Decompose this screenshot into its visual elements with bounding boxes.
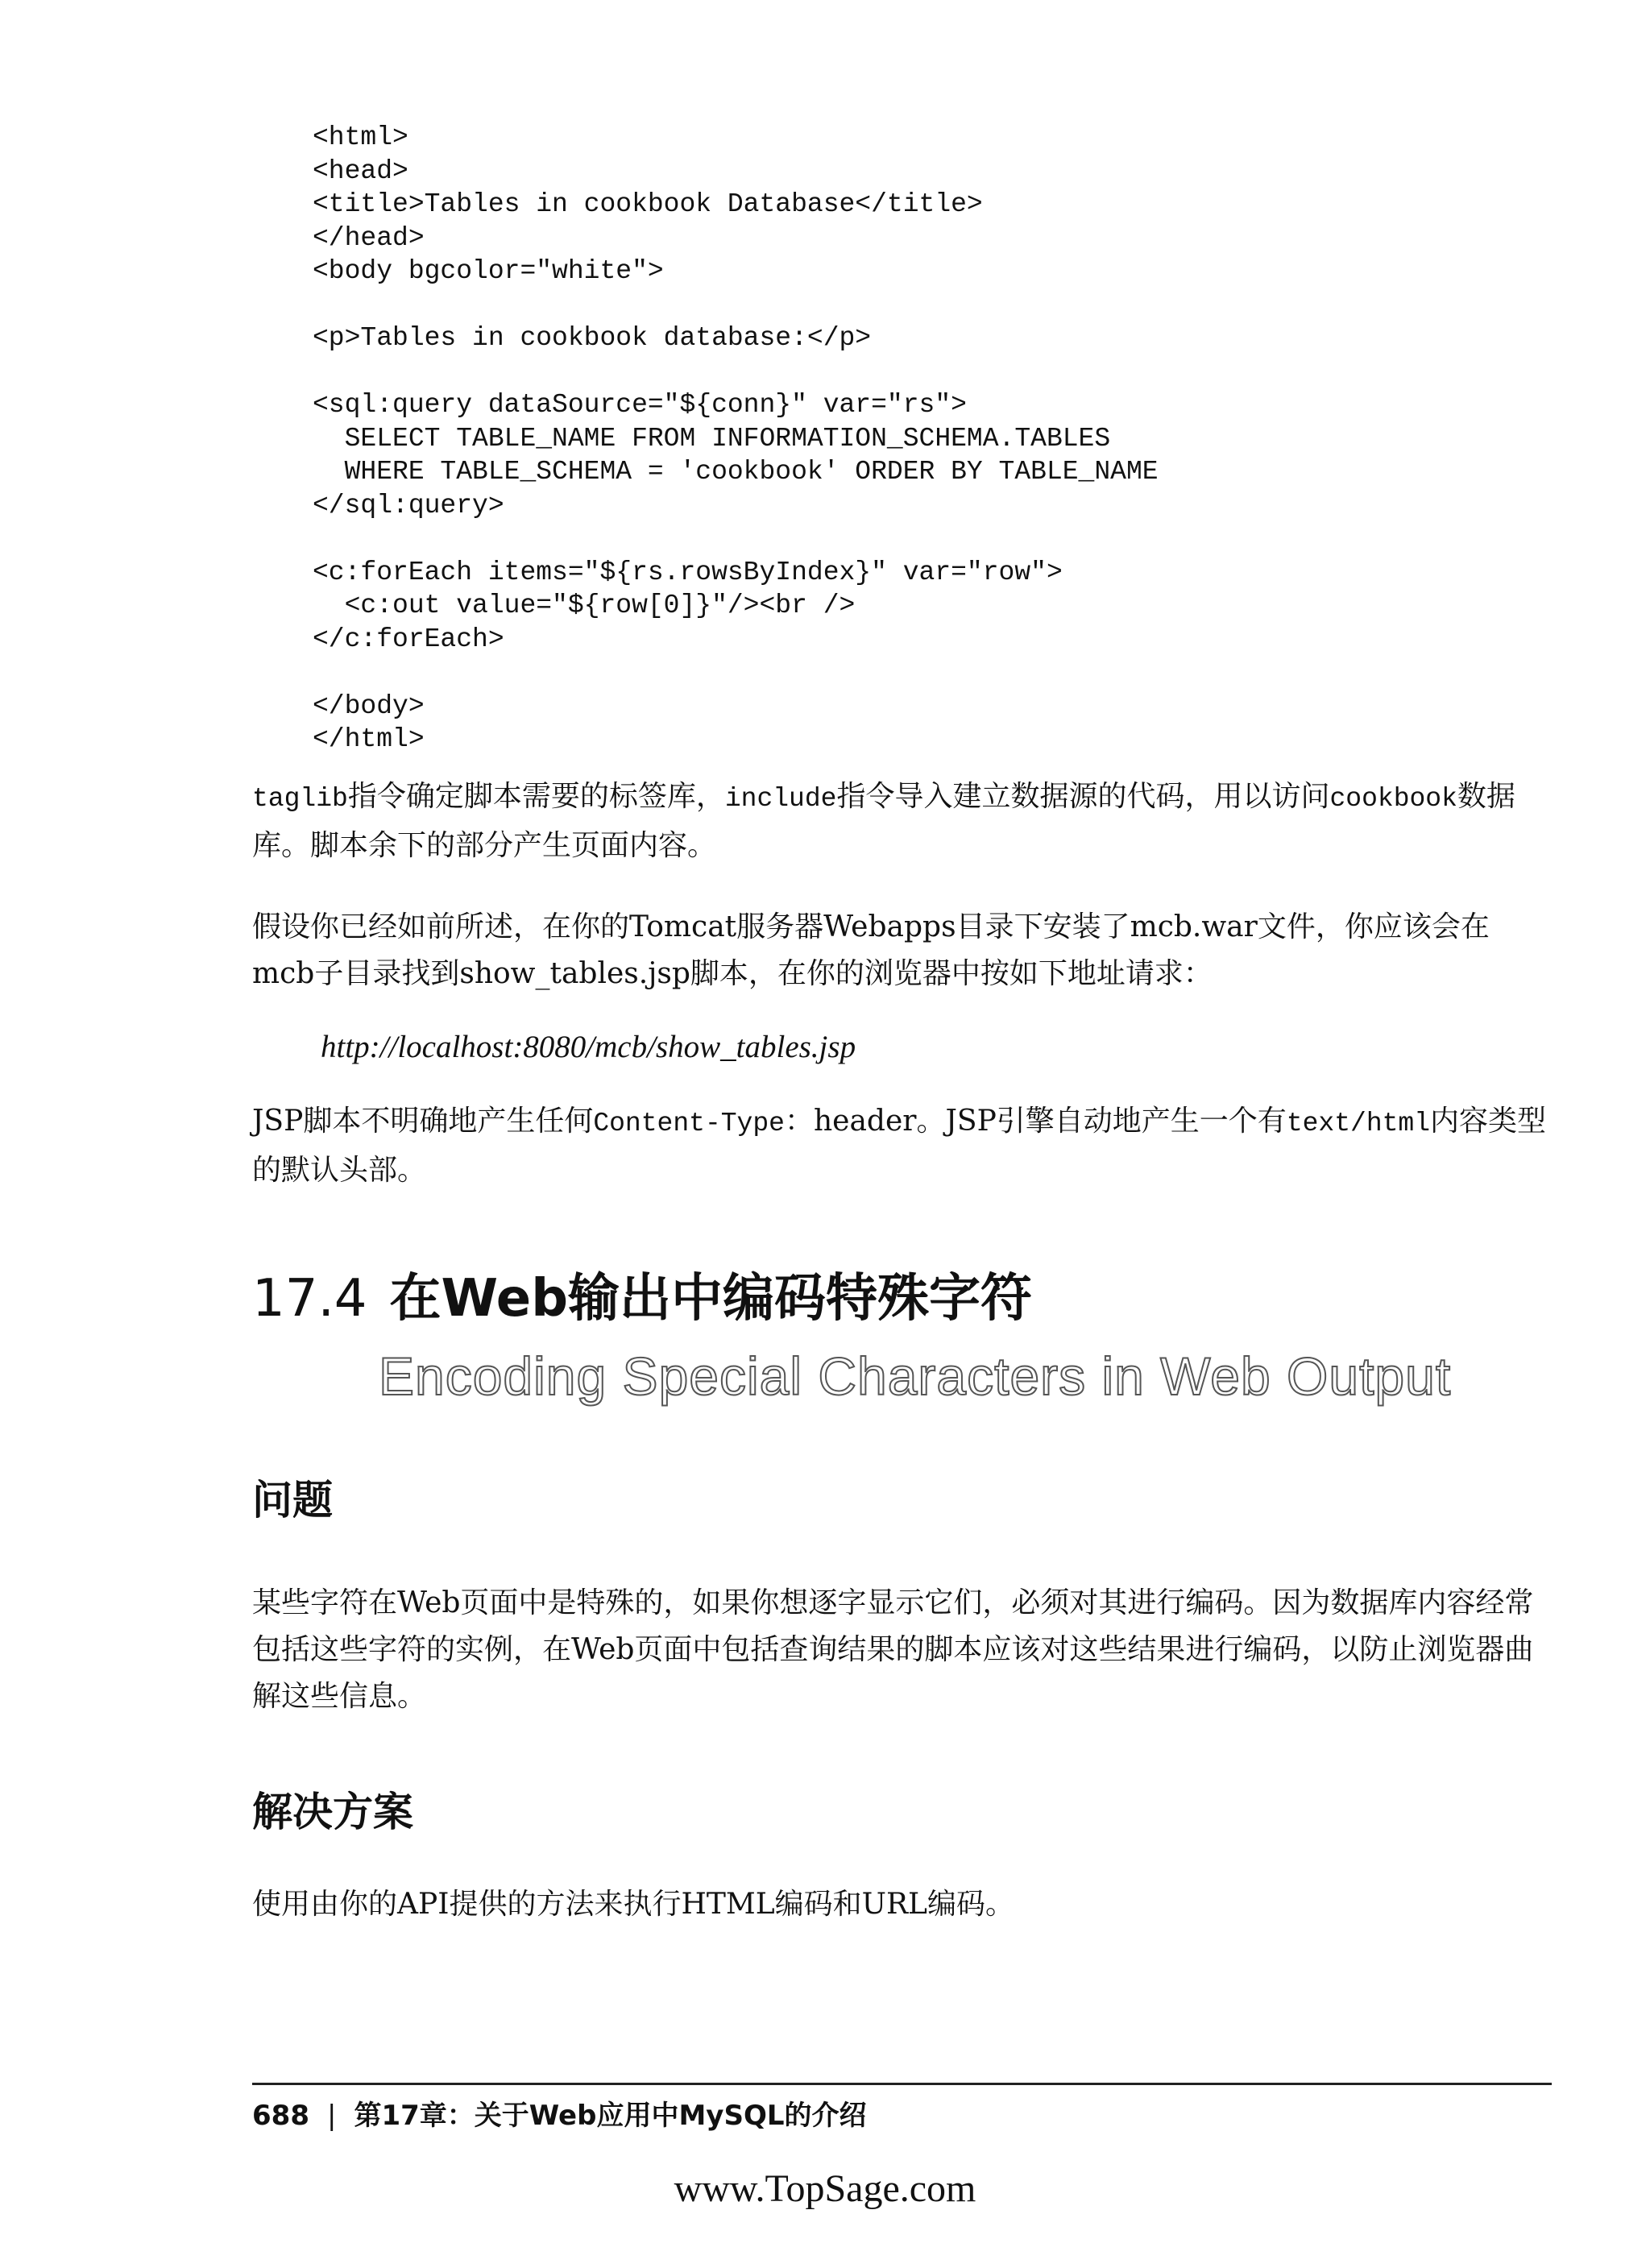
problem-text: 某些字符在Web页面中是特殊的，如果你想逐字显示它们，必须对其进行编码。因为数据库内容经常包括这些字符的实例，在Web页面中包括查询结果的脚本应该对这些结果进行编码，以防止浏览器曲解这些信息。 <box>252 1586 1534 1713</box>
section-number: 17.4 <box>252 1269 367 1329</box>
paragraph-text: 指令导入建立数据源的代码，用以访问 <box>836 780 1330 813</box>
paragraph-text: 内容类型的默认头部。 <box>252 1105 1547 1187</box>
solution-heading: 解决方案 <box>252 1789 413 1835</box>
solution-text: 使用由你的API提供的方法来执行HTML编码和URL编码。 <box>252 1888 1014 1921</box>
watermark: www.TopSage.com <box>674 2167 976 2210</box>
section-subtitle: Encoding Special Characters in Web Output <box>379 1346 1452 1406</box>
paragraph-text: 指令确定脚本需要的标签库， <box>347 780 725 813</box>
page-footer <box>252 2097 867 2134</box>
footer-separator: | <box>326 2100 337 2132</box>
footer-divider <box>252 2083 1552 2085</box>
inline-code-content-type: Content-Type <box>593 1109 785 1138</box>
paragraph-install: 假设你已经如前所述，在你的Tomcat服务器Webapps目录下安装了mcb.war文件，你应该会在mcb子目录找到show_tables.jsp脚本，在你的浏览器中按如下地址请求： <box>252 910 1490 990</box>
section-title <box>252 1267 1032 1331</box>
page-number: 688 <box>252 2100 309 2132</box>
paragraph-content-type <box>252 1098 1549 1194</box>
problem-heading: 问题 <box>252 1477 333 1524</box>
paragraph-text: 数据库。脚本余下的部分产生页面内容。 <box>252 780 1515 862</box>
inline-code-include: include <box>724 784 837 814</box>
paragraph-taglib <box>252 773 1549 869</box>
inline-code-taglib: taglib <box>252 784 348 814</box>
inline-code-text-html: text/html <box>1286 1109 1431 1138</box>
paragraph-text: JSP脚本不明确地产生任何 <box>252 1105 594 1138</box>
paragraph-text: ：header。JSP引擎自动地产生一个有 <box>784 1105 1287 1138</box>
chapter-title: 第17章：关于Web应用中MySQL的介绍 <box>354 2100 867 2132</box>
section-title-text: 在Web输出中编码特殊字符 <box>389 1269 1033 1329</box>
request-url: http://localhost:8080/mcb/show_tables.jsp <box>321 1030 856 1064</box>
inline-code-cookbook: cookbook <box>1329 784 1457 814</box>
code-block: <html> <head> <title>Tables in cookbook Database</title> </head> <body bgcolor="white"> <p>Tables in cookbook database:</p> <sql:query dataSource="${conn}" var="rs"> SELECT TABLE_NAME FROM INFORMATION_SCHEMA.TABLES WHERE TABLE_SCHEMA = 'cookbook' ORDER BY TABLE_NAME </sql:query> <c:forEach items="${rs.rowsByIndex}" var="row"> <c:out value="${row[0]}"/><br /> </c:forEach> </body> </html> <box>313 122 1159 754</box>
